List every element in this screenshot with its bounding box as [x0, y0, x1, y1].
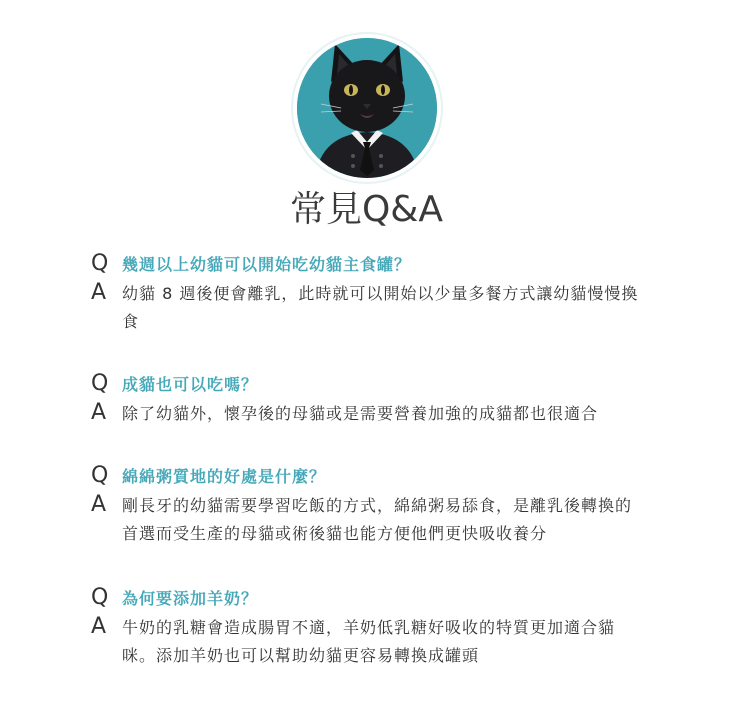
question-marker: Q — [91, 251, 109, 276]
qa-item — [91, 250, 642, 336]
answer-row — [91, 400, 598, 428]
answer-marker: A — [91, 400, 107, 425]
question-text: 成貓也可以吃嗎？ — [122, 375, 259, 394]
avatar — [297, 38, 437, 178]
question-text: 為何要添加羊奶？ — [122, 589, 259, 608]
answer-text: 除了幼貓外，懷孕後的母貓或是需要營養加強的成貓都也很適合 — [122, 404, 599, 423]
question-row — [91, 370, 598, 400]
question-text: 幾週以上幼貓可以開始吃幼貓主食罐？ — [122, 255, 412, 274]
question-marker: Q — [91, 371, 109, 396]
question-row — [91, 462, 642, 492]
question-text: 綿綿粥質地的好處是什麼？ — [122, 467, 327, 486]
answer-row — [91, 492, 642, 548]
page-title: 常見Q&A — [289, 189, 444, 230]
qa-item — [91, 462, 642, 548]
question-row — [91, 250, 642, 280]
answer-text: 牛奶的乳糖會造成腸胃不適，羊奶低乳糖好吸收的特質更加適合貓咪。添加羊奶也可以幫助幼貓更容易轉換成罐頭 — [122, 618, 616, 665]
answer-marker: A — [91, 492, 107, 517]
avatar-frame — [293, 34, 441, 182]
answer-marker: A — [91, 280, 107, 305]
qa-item — [91, 370, 598, 428]
qa-item — [91, 584, 642, 670]
answer-marker: A — [91, 614, 107, 639]
question-marker: Q — [91, 585, 109, 610]
answer-text: 剛長牙的幼貓需要學習吃飯的方式，綿綿粥易舔食，是離乳後轉換的首選而受生產的母貓或術後貓也能方便他們更快吸收養分 — [122, 496, 633, 543]
answer-row — [91, 280, 642, 336]
black-cat-in-suit-icon — [297, 38, 437, 178]
question-row — [91, 584, 642, 614]
answer-row — [91, 614, 642, 670]
answer-text: 幼貓 8 週後便會離乳，此時就可以開始以少量多餐方式讓幼貓慢慢換食 — [122, 284, 639, 331]
question-marker: Q — [91, 463, 109, 488]
